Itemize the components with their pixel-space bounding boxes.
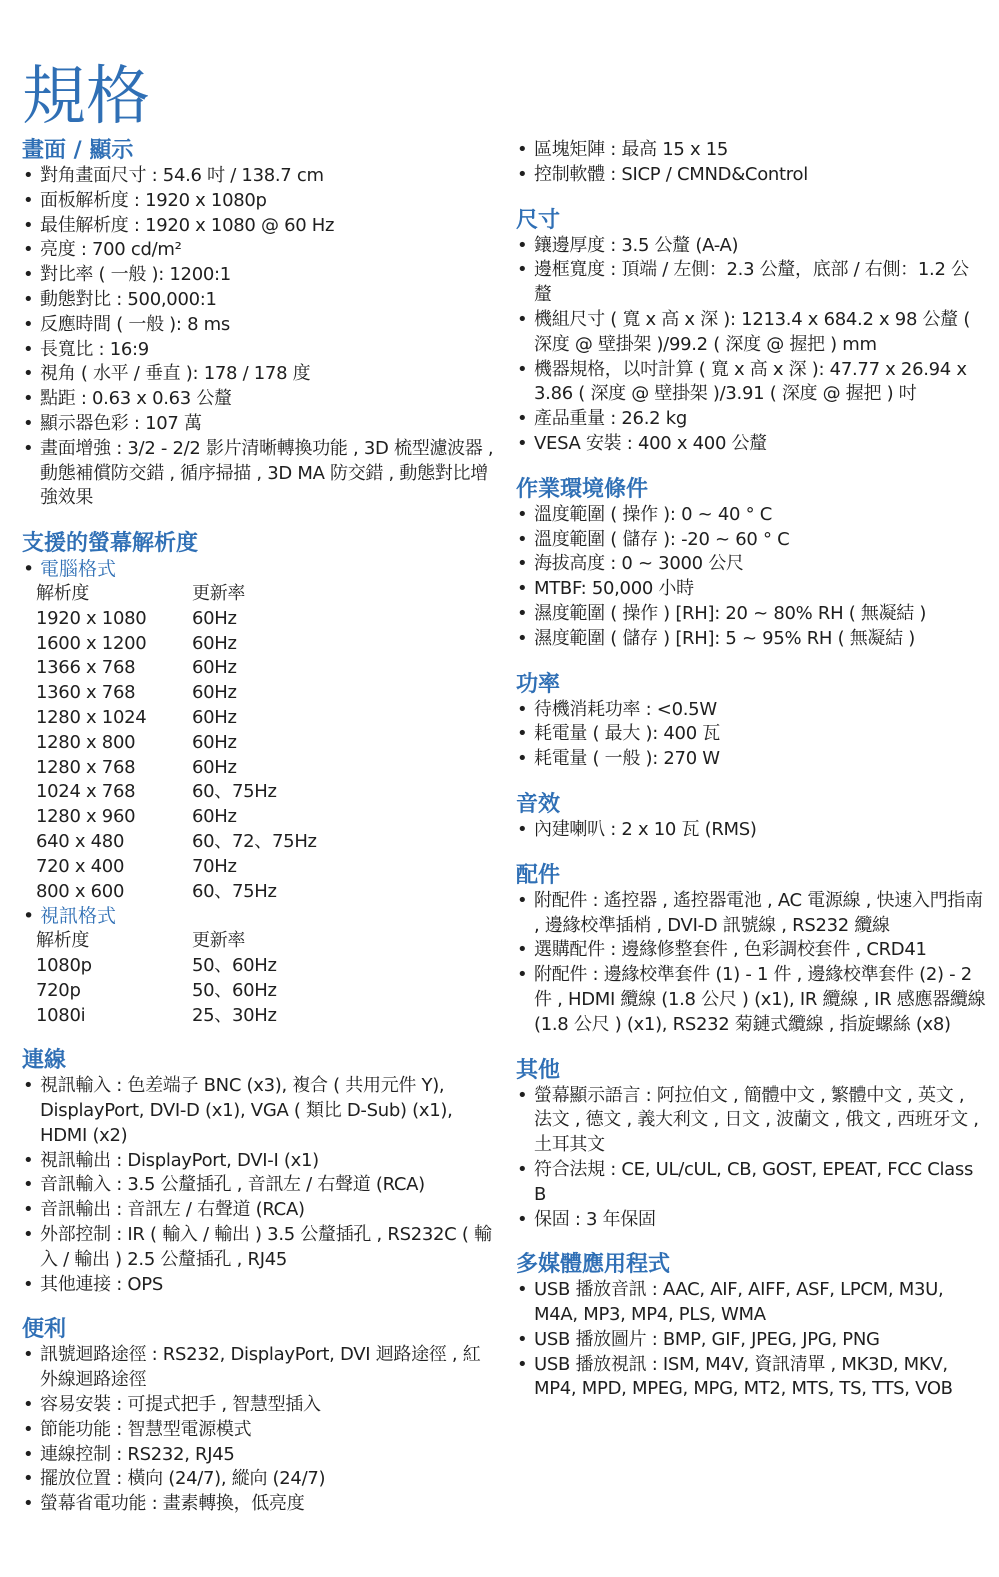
section-convenience bbox=[22, 1317, 496, 1517]
spec-list bbox=[22, 1074, 496, 1297]
resolution-cell: 1280 x 960 bbox=[36, 806, 136, 828]
table-row bbox=[36, 607, 317, 632]
spec-item: • 畫面增強 : 3/2 - 2/2 影片清晰轉換功能 , 3D 梳型濾波器 , 動態補償防交錯 , 循序掃描 , 3D MA 防交錯 , 動態對比增強效果 bbox=[22, 437, 496, 511]
left-column bbox=[22, 138, 496, 1537]
refresh-cell: 50、60Hz bbox=[192, 979, 277, 1001]
spec-item: • 機器規格，以吋計算 ( 寬 x 高 x 深 ): 47.77 x 26.94 x 3.86 ( 深度 @ 壁掛架 )/3.91 ( 深度 @ 握把 ) 吋 bbox=[516, 358, 986, 408]
column-header-refresh: 更新率 bbox=[192, 930, 246, 952]
section-misc bbox=[516, 1058, 986, 1233]
section-display bbox=[22, 138, 496, 511]
spec-item: • 擺放位置 : 橫向 (24/7), 縱向 (24/7) bbox=[22, 1467, 496, 1492]
table-row bbox=[36, 805, 317, 830]
spec-item: • 符合法規 : CE, UL/cUL, CB, GOST, EPEAT, FCC Class B bbox=[516, 1158, 986, 1208]
spec-item: • 視訊輸出 : DisplayPort, DVI-I (x1) bbox=[22, 1149, 496, 1174]
spec-item: • 視角 ( 水平 / 垂直 ): 178 / 178 度 bbox=[22, 362, 496, 387]
refresh-cell: 60Hz bbox=[192, 657, 237, 679]
table-row bbox=[36, 880, 317, 905]
table-row bbox=[36, 706, 317, 731]
resolution-cell: 1280 x 800 bbox=[36, 731, 136, 753]
section-multimedia bbox=[516, 1252, 986, 1402]
resolution-cell: 1024 x 768 bbox=[36, 781, 136, 803]
table-row bbox=[36, 954, 277, 979]
section-heading: 支援的螢幕解析度 bbox=[22, 531, 199, 557]
spec-item: • VESA 安裝 : 400 x 400 公釐 bbox=[516, 432, 986, 457]
resolution-cell: 1366 x 768 bbox=[36, 657, 136, 679]
video-format-label: • 視訊格式 bbox=[22, 904, 496, 929]
spec-item: • 待機消耗功率 : <0.5W bbox=[516, 698, 986, 723]
section-heading: 功率 bbox=[516, 671, 561, 697]
spec-item: • 長寬比 : 16:9 bbox=[22, 338, 496, 363]
resolution-cell: 800 x 600 bbox=[36, 880, 125, 902]
spec-item: • 溫度範圍 ( 儲存 ): -20 ~ 60 ° C bbox=[516, 528, 986, 553]
spec-item: • 耗電量 ( 最大 ): 400 瓦 bbox=[516, 722, 986, 747]
refresh-cell: 50、60Hz bbox=[192, 954, 277, 976]
section-display-continued bbox=[516, 138, 986, 188]
refresh-cell: 60、75Hz bbox=[192, 781, 277, 803]
spec-item: • 溫度範圍 ( 操作 ): 0 ~ 40 ° C bbox=[516, 503, 986, 528]
spec-item: • 濕度範圍 ( 儲存 ) [RH]: 5 ~ 95% RH ( 無凝結 ) bbox=[516, 627, 986, 652]
refresh-cell: 60Hz bbox=[192, 806, 237, 828]
spec-item: • 動態對比 : 500,000:1 bbox=[22, 288, 496, 313]
table-row bbox=[36, 855, 317, 880]
refresh-cell: 60Hz bbox=[192, 607, 237, 629]
section-resolutions bbox=[22, 531, 496, 1028]
refresh-cell: 60Hz bbox=[192, 632, 237, 654]
section-heading: 便利 bbox=[22, 1317, 67, 1343]
spec-item: • 顯示器色彩 : 107 萬 bbox=[22, 412, 496, 437]
section-power bbox=[516, 672, 986, 772]
refresh-cell: 60、72、75Hz bbox=[192, 830, 317, 852]
section-heading: 其他 bbox=[516, 1057, 561, 1083]
table-row bbox=[36, 756, 317, 781]
refresh-cell: 60Hz bbox=[192, 756, 237, 778]
spec-item: • 機組尺寸 ( 寬 x 高 x 深 ): 1213.4 x 684.2 x 98 公釐 ( 深度 @ 壁掛架 )/99.2 ( 深度 @ 握把 ) mm bbox=[516, 308, 986, 358]
spec-list bbox=[516, 818, 986, 843]
column-header-refresh: 更新率 bbox=[192, 582, 246, 604]
section-sound bbox=[516, 792, 986, 843]
pc-resolution-table bbox=[36, 582, 317, 904]
table-header-row bbox=[36, 582, 317, 607]
refresh-cell: 60Hz bbox=[192, 731, 237, 753]
spec-item: • 對比率 ( 一般 ): 1200:1 bbox=[22, 263, 496, 288]
spec-list bbox=[22, 164, 496, 511]
resolution-cell: 1080i bbox=[36, 1004, 86, 1026]
resolution-cell: 720p bbox=[36, 979, 81, 1001]
section-operating bbox=[516, 477, 986, 652]
spec-item: • 音訊輸出 : 音訊左 / 右聲道 (RCA) bbox=[22, 1198, 496, 1223]
resolution-cell: 1600 x 1200 bbox=[36, 632, 147, 654]
table-row bbox=[36, 632, 317, 657]
spec-item: • 外部控制 : IR ( 輸入 / 輸出 ) 3.5 公釐插孔 , RS232C ( 輸入 / 輸出 ) 2.5 公釐插孔 , RJ45 bbox=[22, 1223, 496, 1273]
refresh-cell: 25、30Hz bbox=[192, 1004, 277, 1026]
resolution-cell: 1080p bbox=[36, 954, 92, 976]
spec-item: • 其他連接 : OPS bbox=[22, 1273, 496, 1298]
spec-list bbox=[516, 503, 986, 652]
refresh-cell: 60Hz bbox=[192, 682, 237, 704]
section-heading: 多媒體應用程式 bbox=[516, 1252, 671, 1278]
spec-item: • USB 播放圖片 : BMP, GIF, JPEG, JPG, PNG bbox=[516, 1328, 986, 1353]
section-heading: 連線 bbox=[22, 1048, 67, 1074]
spec-item: • 保固 : 3 年保固 bbox=[516, 1208, 986, 1233]
resolution-cell: 720 x 400 bbox=[36, 855, 125, 877]
table-row bbox=[36, 979, 277, 1004]
spec-list bbox=[516, 698, 986, 772]
spec-item: • 點距 : 0.63 x 0.63 公釐 bbox=[22, 387, 496, 412]
spec-list bbox=[516, 1084, 986, 1233]
refresh-cell: 60Hz bbox=[192, 706, 237, 728]
refresh-cell: 70Hz bbox=[192, 855, 237, 877]
video-resolution-table bbox=[36, 929, 277, 1028]
spec-item: • 訊號迴路途徑 : RS232, DisplayPort, DVI 迴路途徑 , 紅外線迴路途徑 bbox=[22, 1343, 496, 1393]
section-connectivity bbox=[22, 1048, 496, 1297]
spec-item: • 視訊輸入 : 色差端子 BNC (x3), 複合 ( 共用元件 Y), DisplayPort, DVI-D (x1), VGA ( 類比 D-Sub) (x1), HDMI (x2) bbox=[22, 1074, 496, 1148]
spec-list bbox=[516, 1278, 986, 1402]
column-header-resolution: 解析度 bbox=[36, 930, 90, 952]
spec-item: • 海拔高度 : 0 ~ 3000 公尺 bbox=[516, 552, 986, 577]
column-header-resolution: 解析度 bbox=[36, 582, 90, 604]
spec-item: • 附配件 : 邊緣校準套件 (1) - 1 件 , 邊緣校準套件 (2) - 2 件 , HDMI 纜線 (1.8 公尺 ) (x1), IR 纜線 , IR 感應器纜線 (1.8 公尺 ) (x1), RS232 菊鏈式纜線 , 指旋螺絲 (x8) bbox=[516, 963, 986, 1037]
resolution-cell: 1280 x 1024 bbox=[36, 706, 147, 728]
section-dimensions bbox=[516, 208, 986, 457]
refresh-cell: 60、75Hz bbox=[192, 880, 277, 902]
spec-item: • 音訊輸入 : 3.5 公釐插孔 , 音訊左 / 右聲道 (RCA) bbox=[22, 1173, 496, 1198]
spec-item: • 濕度範圍 ( 操作 ) [RH]: 20 ~ 80% RH ( 無凝結 ) bbox=[516, 602, 986, 627]
pc-format-label: • 電腦格式 bbox=[22, 557, 496, 582]
table-row bbox=[36, 656, 317, 681]
spec-item: • 節能功能 : 智慧型電源模式 bbox=[22, 1418, 496, 1443]
spec-item: • 容易安裝 : 可提式把手 , 智慧型插入 bbox=[22, 1393, 496, 1418]
section-accessories bbox=[516, 863, 986, 1038]
section-heading: 音效 bbox=[516, 791, 561, 817]
spec-item: • 螢幕省電功能 : 畫素轉換，低亮度 bbox=[22, 1492, 496, 1517]
page-title: 規格 bbox=[22, 59, 150, 134]
spec-item: • 控制軟體 : SICP / CMND&Control bbox=[516, 163, 986, 188]
spec-item: • 面板解析度 : 1920 x 1080p bbox=[22, 189, 496, 214]
spec-item: • 耗電量 ( 一般 ): 270 W bbox=[516, 747, 986, 772]
spec-item: • 選購配件 : 邊緣修整套件 , 色彩調校套件 , CRD41 bbox=[516, 938, 986, 963]
spec-list bbox=[22, 1343, 496, 1517]
spec-list bbox=[516, 234, 986, 457]
spec-item: • 對角畫面尺寸 : 54.6 吋 / 138.7 cm bbox=[22, 164, 496, 189]
table-row bbox=[36, 1004, 277, 1029]
table-row bbox=[36, 780, 317, 805]
spec-item: • 產品重量 : 26.2 kg bbox=[516, 407, 986, 432]
spec-item: • 連線控制 : RS232, RJ45 bbox=[22, 1443, 496, 1468]
spec-item: • 區塊矩陣 : 最高 15 x 15 bbox=[516, 138, 986, 163]
spec-item: • USB 播放音訊 : AAC, AIF, AIFF, ASF, LPCM, M3U, M4A, MP3, MP4, PLS, WMA bbox=[516, 1278, 986, 1328]
section-heading: 作業環境條件 bbox=[516, 476, 649, 502]
spec-item: • 亮度 : 700 cd/m² bbox=[22, 238, 496, 263]
spec-item: • USB 播放視訊 : ISM, M4V, 資訊清單 , MK3D, MKV, MP4, MPD, MPEG, MPG, MT2, MTS, TS, TTS, VOB bbox=[516, 1353, 986, 1403]
spec-item: • 附配件 : 遙控器 , 遙控器電池 , AC 電源線 , 快速入門指南 , 邊緣校準插梢 , DVI-D 訊號線 , RS232 纜線 bbox=[516, 889, 986, 939]
spec-item: • MTBF: 50,000 小時 bbox=[516, 577, 986, 602]
table-row bbox=[36, 681, 317, 706]
spec-item: • 邊框寬度 : 頂端 / 左側：2.3 公釐，底部 / 右側：1.2 公釐 bbox=[516, 258, 986, 308]
section-heading: 配件 bbox=[516, 862, 561, 888]
spec-item: • 內建喇叭 : 2 x 10 瓦 (RMS) bbox=[516, 818, 986, 843]
spec-item: • 螢幕顯示語言 : 阿拉伯文 , 簡體中文 , 繁體中文 , 英文 , 法文 , 德文 , 義大利文 , 日文 , 波蘭文 , 俄文 , 西班牙文 , 土耳其文 bbox=[516, 1084, 986, 1158]
resolution-cell: 640 x 480 bbox=[36, 830, 125, 852]
resolution-cell: 1280 x 768 bbox=[36, 756, 136, 778]
section-heading: 尺寸 bbox=[516, 207, 561, 233]
spec-item: • 最佳解析度 : 1920 x 1080 @ 60 Hz bbox=[22, 214, 496, 239]
table-row bbox=[36, 731, 317, 756]
spec-list bbox=[516, 138, 986, 188]
right-column bbox=[516, 138, 986, 1422]
resolution-cell: 1360 x 768 bbox=[36, 682, 136, 704]
spec-item: • 反應時間 ( 一般 ): 8 ms bbox=[22, 313, 496, 338]
spec-item: • 鑲邊厚度 : 3.5 公釐 (A-A) bbox=[516, 234, 986, 259]
resolution-cell: 1920 x 1080 bbox=[36, 607, 147, 629]
section-heading: 畫面 / 顯示 bbox=[22, 138, 134, 163]
table-row bbox=[36, 830, 317, 855]
table-header-row bbox=[36, 929, 277, 954]
spec-list bbox=[516, 889, 986, 1038]
